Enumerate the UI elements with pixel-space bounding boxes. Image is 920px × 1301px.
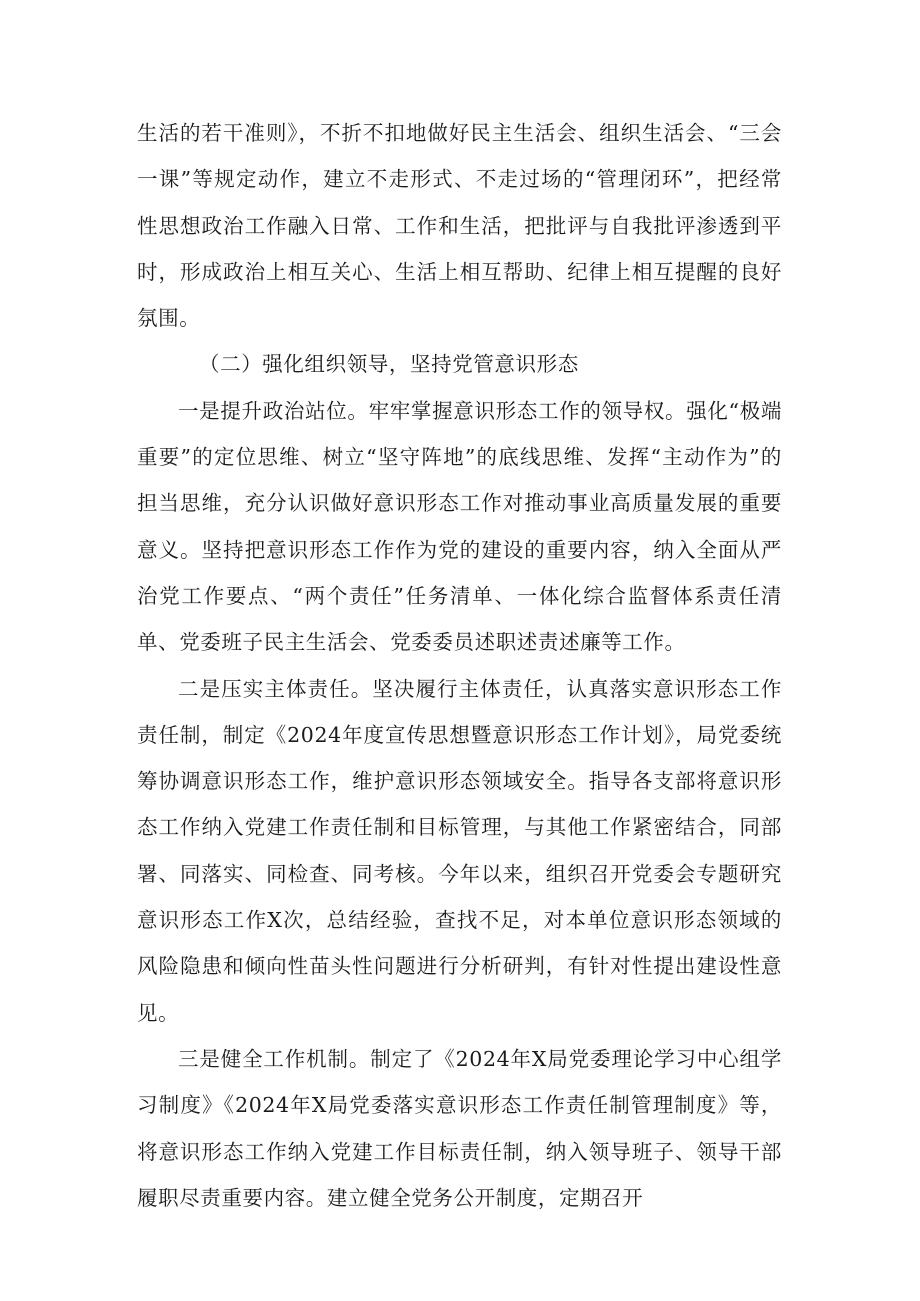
paragraph-continuation: 生活的若干准则》，不折不扣地做好民主生活会、组织生活会、“三会一课”等规定动作，建立不走形式、不走过场的“管理闭环”，把经常性思想政治工作融入日常、工作和生活，把批评与自我批评渗透到平时，形成政治上相互关心、生活上相互帮助、纪律上相互提醒的良好氛围。 xyxy=(137,121,782,331)
document-body xyxy=(137,110,782,1221)
paragraph-main-responsibility: 二是压实主体责任。坚决履行主体责任，认真落实意识形态工作责任制，制定《2024年度宣传思想暨意识形态工作计划》，局党委统筹协调意识形态工作，维护意识形态领域安全。指导各支部将意识形态工作纳入党建工作责任制和目标管理，与其他工作紧密结合，同部署、同落实、同检查、同考核。今年以来，组织召开党委会专题研究意识形态工作X次，总结经验，查找不足，对本单位意识形态领域的风险隐患和倾向性苗头性问题进行分析研判，有针对性提出建设性意见。 xyxy=(137,676,782,1025)
paragraph-political-standing: 一是提升政治站位。牢牢掌握意识形态工作的领导权。强化“极端重要”的定位思维、树立“坚守阵地”的底线思维、发挥“主动作为”的担当思维，充分认识做好意识形态工作对推动事业高质量发展的重要意义。坚持把意识形态工作作为党的建设的重要内容，纳入全面从严治党工作要点、“两个责任”任务清单、一体化综合监督体系责任清单、党委班子民主生活会、党委委员述职述责述廉等工作。 xyxy=(137,398,782,655)
paragraph-work-mechanism: 三是健全工作机制。制定了《2024年X局党委理论学习中心组学习制度》《2024年X局党委落实意识形态工作责任制管理制度》等，将意识形态工作纳入党建工作目标责任制，纳入领导班子、领导干部履职尽责重要内容。建立健全党务公开制度，定期召开 xyxy=(137,1046,782,1210)
section-heading: （二）强化组织领导，坚持党管意识形态 xyxy=(199,352,579,377)
